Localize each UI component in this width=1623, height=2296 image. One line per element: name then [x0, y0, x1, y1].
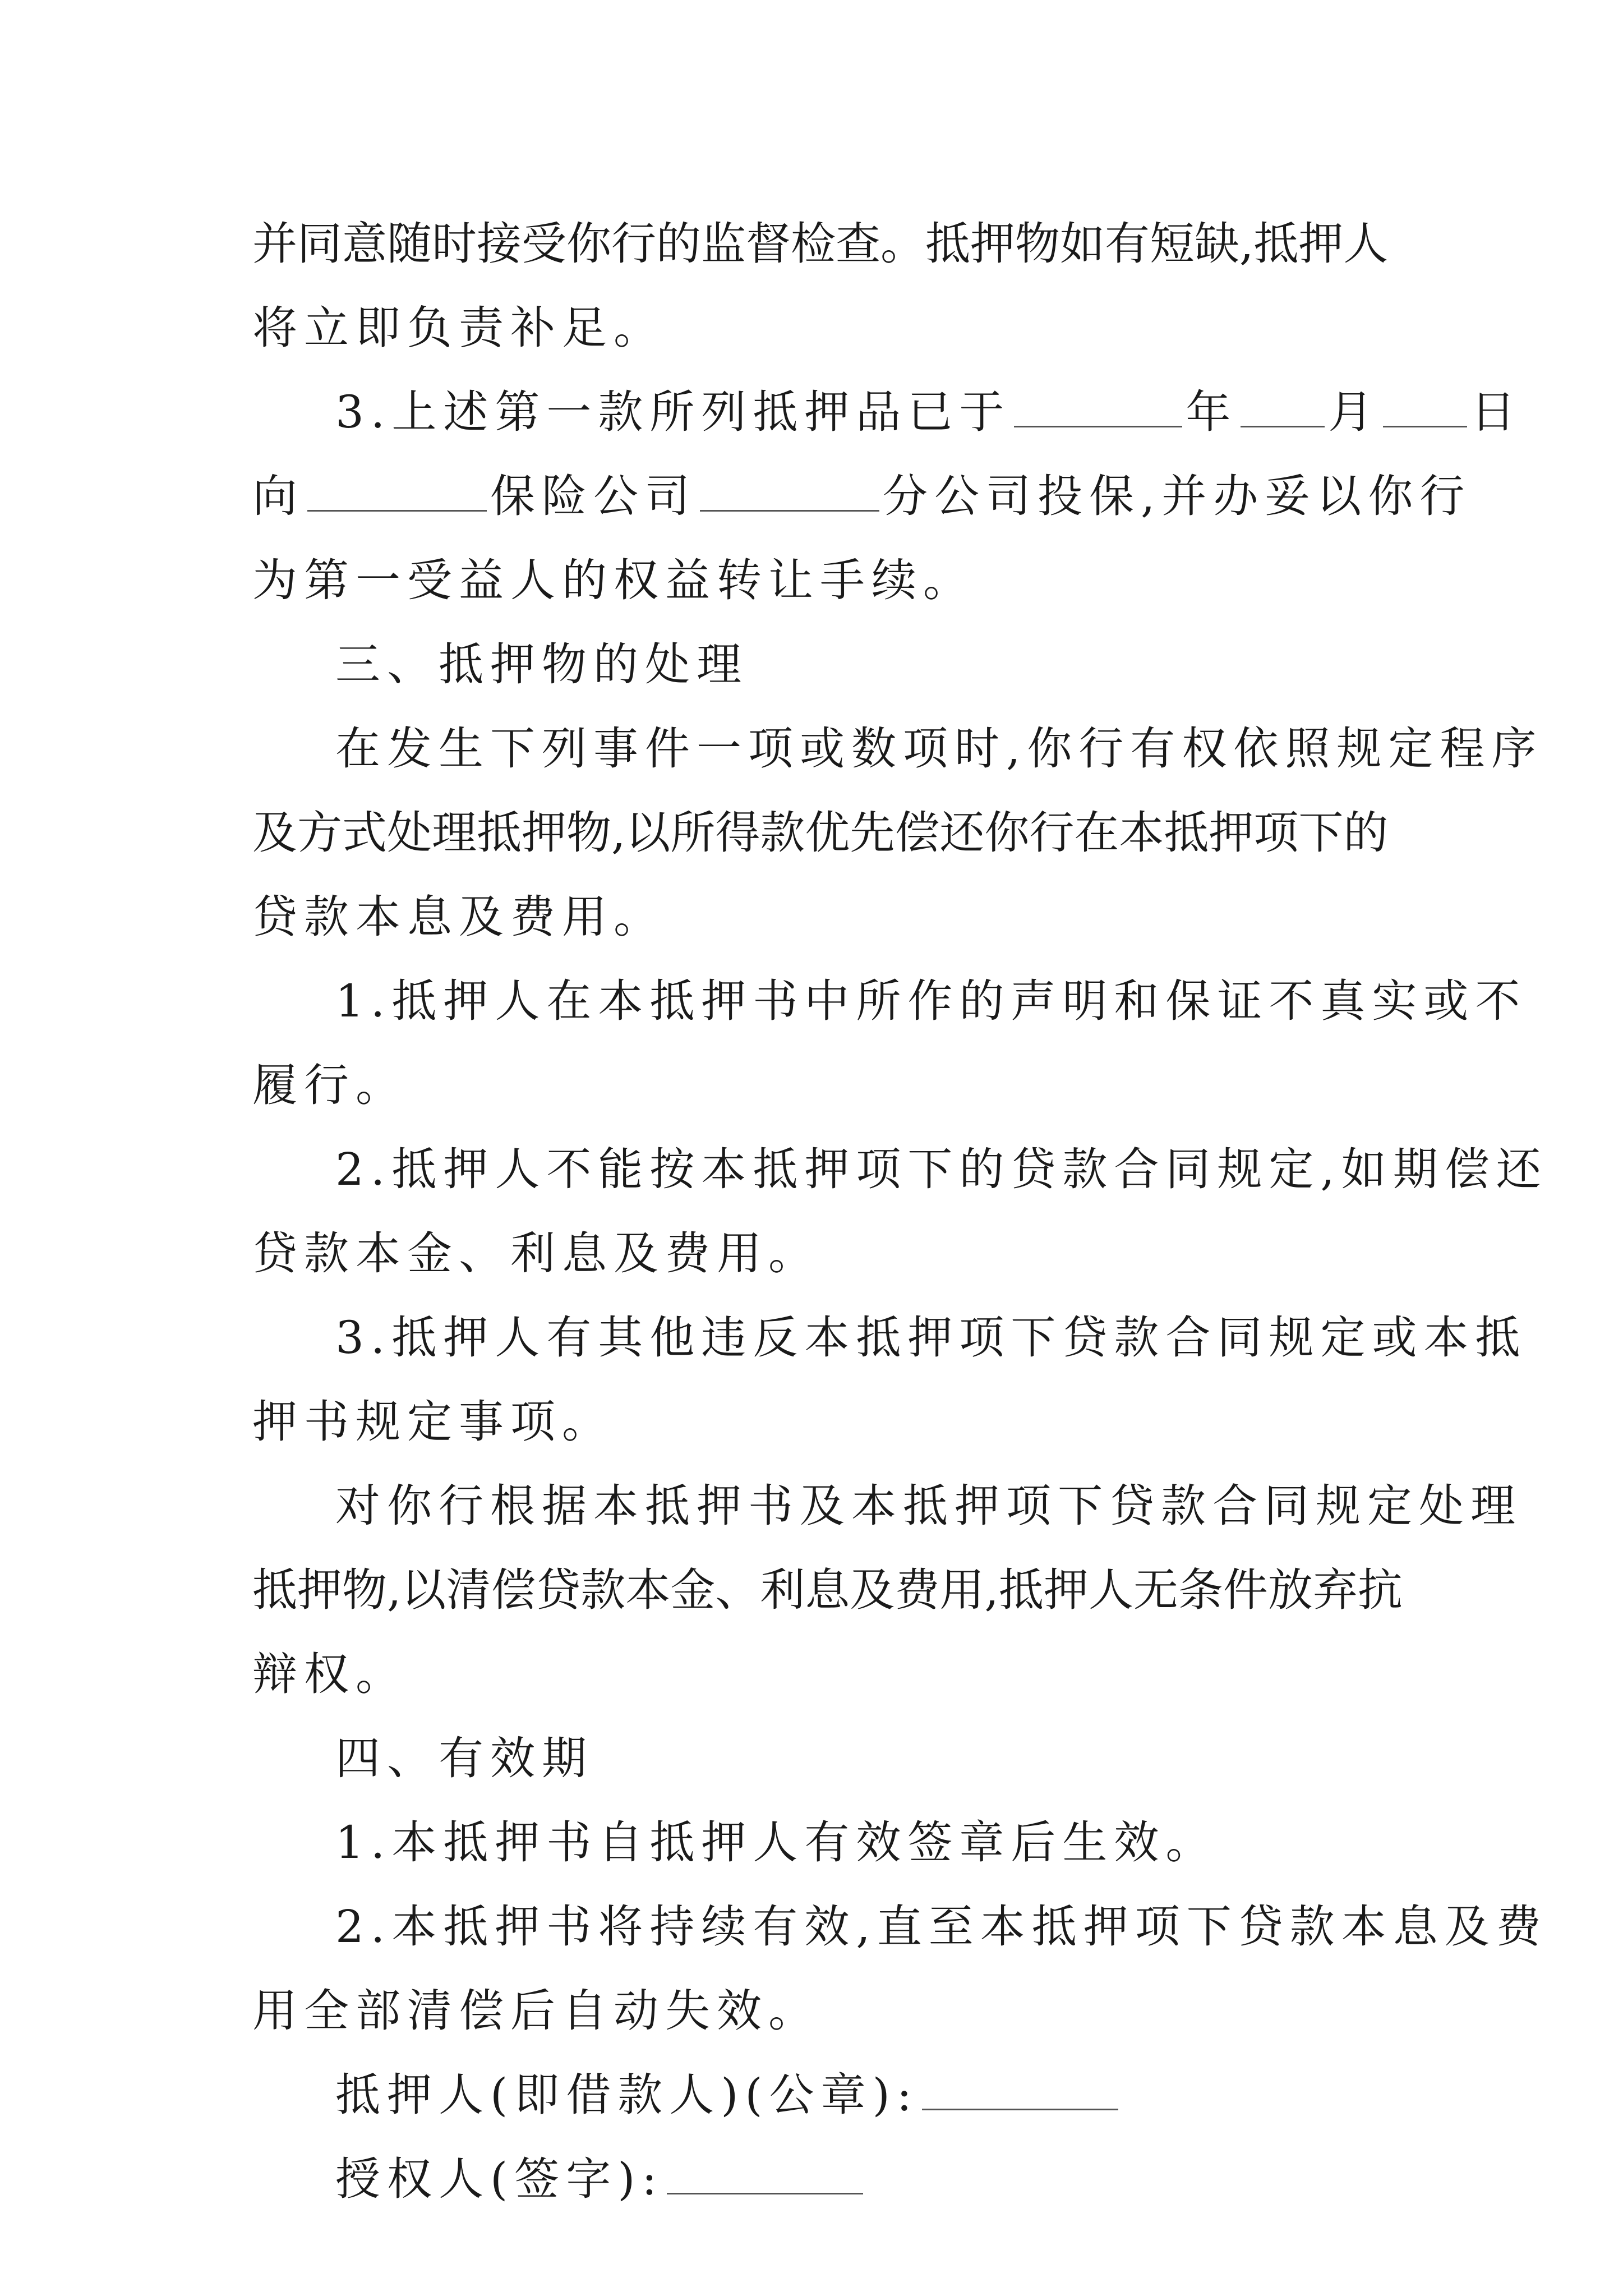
mortgagor-seal-label: 抵押人(即借款人)(公章): [335, 2069, 919, 2121]
section-heading-4 [335, 1717, 593, 1801]
text-line-21: 2.本抵押书将持续有效,直至本抵押项下贷款本息及费 [335, 1901, 1548, 1953]
blank-insurer-field[interactable] [307, 474, 487, 512]
paragraph-line-8 [252, 791, 1389, 875]
paragraph-line-2 [252, 286, 665, 370]
text-line-10: 1.抵押人在本抵押书中所作的声明和保证不真实或不 [335, 975, 1527, 1027]
insurance-date-line [335, 370, 1522, 454]
year-label: 年 [1186, 386, 1238, 438]
paragraph-line-1 [252, 202, 1389, 286]
blank-year-field[interactable] [1014, 390, 1182, 427]
authorizer-signature-line [335, 2137, 866, 2221]
paragraph-line-18 [252, 1632, 407, 1717]
blank-day-field[interactable] [1383, 390, 1467, 427]
text-line-15: 押书规定事项。 [252, 1396, 614, 1448]
paragraph-line-20 [335, 1801, 1217, 1885]
paragraph-line-10 [335, 959, 1527, 1043]
branch-label: 分公司投保,并办妥以你行 [883, 470, 1472, 522]
text-line-13: 贷款本金、利息及费用。 [252, 1227, 820, 1280]
text-line-8: 及方式处理抵押物,以所得款优先偿还你行在本抵押项下的 [252, 807, 1389, 859]
text-line-12: 2.抵押人不能按本抵押项下的贷款合同规定,如期偿还 [335, 1143, 1548, 1195]
mortgagor-signature-line [335, 2053, 1122, 2137]
paragraph-line-7 [335, 707, 1543, 791]
text-line-18: 辩权。 [252, 1648, 407, 1700]
paragraph-line-11 [252, 1043, 407, 1128]
insurance-company-line [252, 454, 1471, 539]
paragraph-line-21 [335, 1885, 1548, 1969]
text-line-5: 为第一受益人的权益转让手续。 [252, 554, 975, 606]
authorizer-signature-label: 授权人(签字): [335, 2153, 664, 2205]
text-line-9: 贷款本息及费用。 [252, 891, 665, 943]
text-line-7: 在发生下列事件一项或数项时,你行有权依照规定程序 [335, 723, 1543, 775]
text-line-20: 1.本抵押书自抵押人有效签章后生效。 [335, 1816, 1218, 1869]
paragraph-line-22 [252, 1969, 820, 2053]
text-line-11: 履行。 [252, 1059, 407, 1111]
blank-branch-field[interactable] [700, 474, 879, 512]
text-line-22: 用全部清偿后自动失效。 [252, 1985, 820, 2037]
insurance-company-label: 保险公司 [490, 470, 697, 522]
paragraph-line-13 [252, 1212, 820, 1296]
section-heading-4-text: 四、有效期 [335, 1732, 593, 1784]
paragraph-line-15 [252, 1380, 614, 1464]
text-line-16: 对你行根据本抵押书及本抵押项下贷款合同规定处理 [335, 1480, 1522, 1532]
month-label: 月 [1328, 386, 1380, 438]
day-label: 日 [1470, 386, 1523, 438]
blank-month-field[interactable] [1241, 390, 1325, 427]
paragraph-line-17 [252, 1548, 1403, 1632]
insurance-date-text: 3.上述第一款所列抵押品已于 [335, 386, 1011, 438]
paragraph-line-9 [252, 875, 665, 959]
text-line-2: 将立即负责补足。 [252, 302, 665, 354]
text-line-1: 并同意随时接受你行的监督检查。抵押物如有短缺,抵押人 [252, 218, 1389, 270]
paragraph-line-14 [335, 1296, 1527, 1380]
blank-mortgagor-seal-field[interactable] [922, 2073, 1118, 2110]
text-line-17: 抵押物,以清偿贷款本金、利息及费用,抵押人无条件放弃抗 [252, 1564, 1403, 1616]
blank-authorizer-signature-field[interactable] [667, 2157, 863, 2194]
text-line-14: 3.抵押人有其他违反本抵押项下贷款合同规定或本抵 [335, 1312, 1527, 1364]
paragraph-line-5 [252, 539, 975, 623]
paragraph-line-16 [335, 1464, 1522, 1548]
paragraph-line-12 [335, 1128, 1548, 1212]
to-label: 向 [252, 470, 304, 522]
section-heading-3-text: 三、抵押物的处理 [335, 638, 748, 691]
section-heading-3 [335, 623, 748, 707]
